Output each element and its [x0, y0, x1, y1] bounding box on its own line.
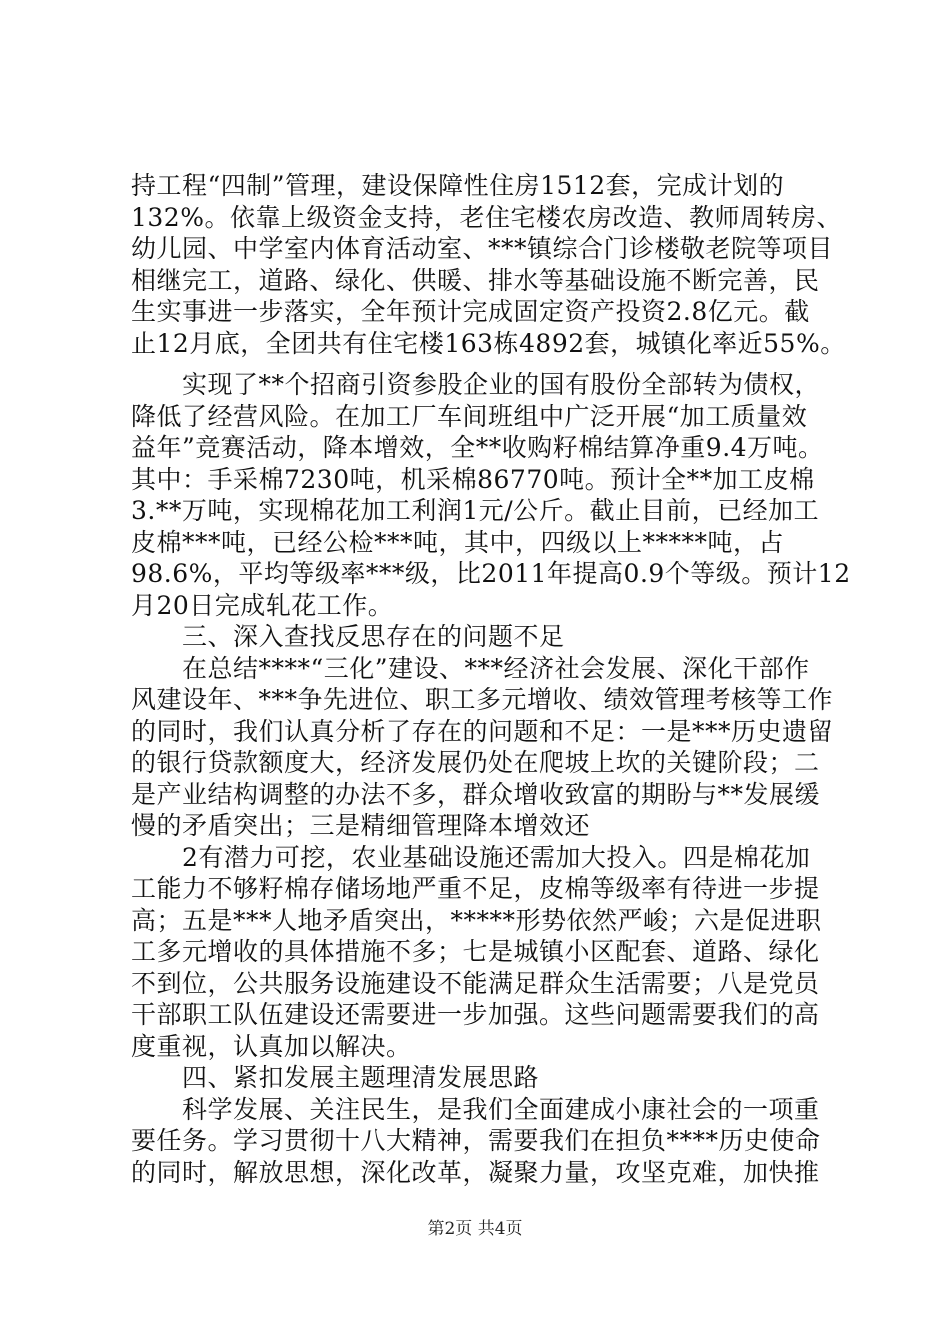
text-line: 98.6%，平均等级率***级，比2011年提高0.9个等级。预计12	[131, 559, 851, 588]
section-heading: 四、紧扣发展主题理清发展思路	[131, 1063, 540, 1092]
text-line: 降低了经营风险。在加工厂车间班组中广泛开展“加工质量效	[131, 401, 808, 431]
text-line: 3.**万吨，实现棉花加工利润1元/公斤。截止目前，已经加工	[131, 496, 820, 525]
text-line: 工能力不够籽棉存储场地严重不足，皮棉等级率有待进一步提	[131, 874, 820, 903]
text-line: 实现了**个招商引资参股企业的国有股份全部转为债权，	[131, 370, 821, 399]
section-heading: 三、深入查找反思存在的问题不足	[131, 622, 565, 651]
page-number-footer: 第2页 共4页	[427, 1219, 523, 1239]
text-line: 止12月底，全团共有住宅楼163栋4892套，城镇化率近55%。	[131, 328, 846, 358]
text-line: 的同时，我们认真分析了存在的问题和不足：一是***历史遗留	[131, 716, 834, 746]
text-line: 持工程“四制”管理，建设保障性住房1512套，完成计划的	[131, 171, 785, 200]
text-line: 风建设年、***争先进位、职工多元增收、绩效管理考核等工作	[131, 685, 834, 714]
text-line: 132%。依靠上级资金支持，老住宅楼农房改造、教师周转房、	[131, 202, 842, 232]
text-line: 度重视，认真加以解决。	[131, 1031, 412, 1061]
text-line: 其中：手采棉7230吨，机采棉86770吨。预计全**加工皮棉	[131, 464, 815, 494]
text-line: 生实事进一步落实，全年预计完成固定资产投资2.8亿元。截	[131, 297, 810, 326]
text-line: 在总结****“三化”建设、***经济社会发展、深化干部作	[131, 653, 810, 683]
text-line: 月20日完成轧花工作。	[131, 590, 394, 620]
text-line: 相继完工，道路、绿化、供暖、排水等基础设施不断完善，民	[131, 265, 820, 295]
text-line: 的同时，解放思想，深化改革，凝聚力量，攻坚克难，加快推	[131, 1157, 820, 1187]
text-line: 不到位，公共服务设施建设不能满足群众生活需要；八是党员	[131, 968, 820, 998]
text-line: 2有潜力可挖，农业基础设施还需加大投入。四是棉花加	[131, 842, 811, 872]
text-line: 高；五是***人地矛盾突出，*****形势依然严峻；六是促进职	[131, 905, 822, 935]
text-line: 幼儿园、中学室内体育活动室、***镇综合门诊楼敬老院等项目	[131, 234, 834, 263]
text-line: 干部职工队伍建设还需要进一步加强。这些问题需要我们的高	[131, 1000, 820, 1029]
text-line: 慢的矛盾突出；三是精细管理降本增效还	[131, 811, 591, 840]
text-line: 的银行贷款额度大，经济发展仍处在爬坡上坎的关键阶段；二	[131, 748, 820, 777]
text-line: 皮棉***吨，已经公检***吨，其中，四级以上*****吨，占	[131, 527, 785, 557]
text-line: 工多元增收的具体措施不多；七是城镇小区配套、道路、绿化	[131, 937, 820, 966]
text-line: 科学发展、关注民生，是我们全面建成小康社会的一项重	[131, 1094, 820, 1124]
text-line: 是产业结构调整的办法不多，群众增收致富的期盼与**发展缓	[131, 779, 821, 809]
text-line: 要任务。学习贯彻十八大精神，需要我们在担负****历史使命	[131, 1126, 821, 1155]
text-line: 益年”竞赛活动，降本增效，全**收购籽棉结算净重9.4万吨。	[131, 433, 824, 462]
